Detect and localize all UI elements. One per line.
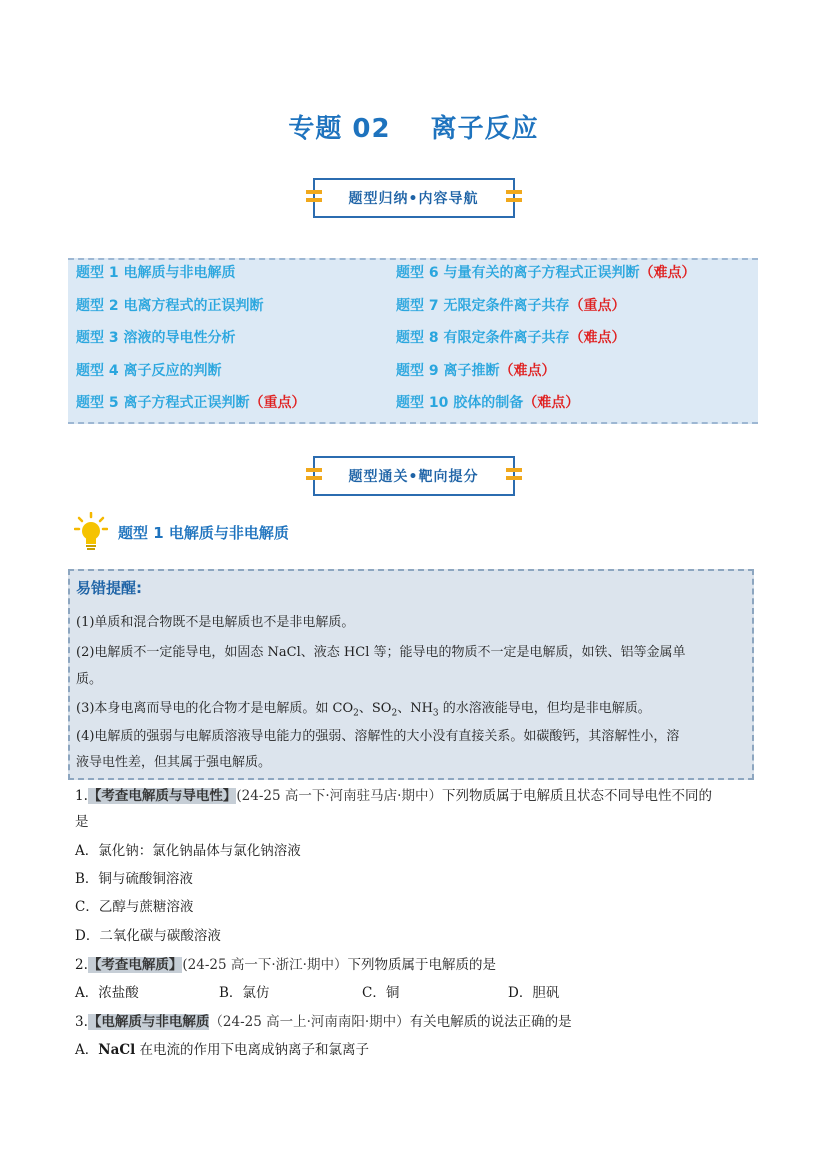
question-1-option-a[interactable]: A．氯化钠：氯化钠晶体与氯化钠溶液: [75, 843, 301, 859]
question-tag: 【考查电解质】: [87, 957, 183, 973]
section-title: 题型 1 电解质与非电解质: [118, 523, 289, 542]
banner-text: 题型归纳•内容导航: [348, 191, 479, 207]
tip-line: 液导电性差，但其属于强电解质。: [76, 755, 272, 770]
question-tag: 【电解质与非电解质: [87, 1014, 210, 1030]
question-3-option-a[interactable]: A．NaCl 在电流的作用下电离成钠离子和氯离子: [75, 1042, 370, 1058]
toc-item[interactable]: 题型 5 离子方程式正误判断（重点）: [76, 395, 306, 411]
toc-left-column: [76, 262, 306, 425]
tip-line: (4)电解质的强弱与电解质溶液导电能力的强弱、溶解性的大小没有直接关系。如碳酸钙，其溶解性小，溶: [76, 729, 680, 744]
tip-line: (2)电解质不一定能导电，如固态 NaCl、液态 HCl 等；能导电的物质不一定是电解质，如铁、铝等金属单: [76, 645, 686, 660]
toc-item[interactable]: 题型 8 有限定条件离子共存（难点）: [396, 330, 626, 346]
question-2-options: [75, 979, 755, 1007]
lightbulb-icon: [74, 512, 108, 552]
question-2-option-b[interactable]: B．氯仿: [219, 985, 270, 1001]
question-1-option-b[interactable]: B．铜与硫酸铜溶液: [75, 871, 193, 887]
tips-heading: 易错提醒:: [76, 579, 142, 597]
tip-line: (3)本身电离而导电的化合物才是电解质。如 $CO_2$、$SO_2$、$NH_3$ 的水溶液能导电，但均是非电解质。: [76, 701, 651, 719]
question-1-stem: 1.【考查电解质与导电性】(24-25 高一下·河南驻马店·期中）下列物质属于电解质且状态不同导电性不同的: [75, 788, 712, 804]
question-tag: 【考查电解质与导电性】: [87, 788, 237, 804]
toc-item[interactable]: 题型 1 电解质与非电解质: [76, 265, 236, 281]
toc-item[interactable]: 题型 7 无限定条件离子共存（重点）: [396, 297, 626, 314]
question-1-option-c[interactable]: C．乙醇与蔗糖溶液: [75, 899, 194, 915]
title-sub: 离子反应: [430, 114, 539, 144]
toc-item[interactable]: 题型 4 离子反应的判断: [76, 362, 222, 379]
question-3-stem: 3.【电解质与非电解质（24-25 高一上·河南南阳·期中）有关电解质的说法正确的是: [75, 1014, 572, 1030]
question-2-option-a[interactable]: A．浓盐酸: [75, 985, 139, 1001]
question-1-option-d[interactable]: D．二氧化碳与碳酸溶液: [75, 928, 221, 944]
toc-item[interactable]: 题型 9 离子推断（难点）: [396, 362, 556, 379]
toc-box: [68, 258, 758, 424]
banner-text: 题型通关•靶向提分: [348, 469, 479, 485]
toc-right-column: [396, 262, 696, 425]
question-1-stem-cont: 是: [75, 814, 89, 830]
section-heading: [74, 512, 289, 552]
toc-item[interactable]: 题型 2 电离方程式的正误判断: [76, 297, 264, 314]
tip-line: (1)单质和混合物既不是电解质也不是非电解质。: [76, 615, 355, 630]
tips-box: [68, 569, 754, 780]
toc-item[interactable]: 题型 10 胶体的制备（难点）: [396, 395, 580, 411]
banner-content-nav: [313, 178, 515, 218]
question-2-option-c[interactable]: C．铜: [362, 985, 400, 1001]
question-2-stem: 2.【考查电解质】(24-25 高一下·浙江·期中）下列物质属于电解质的是: [75, 957, 496, 973]
page-title: [0, 108, 827, 145]
banner-practice: [313, 456, 515, 496]
tip-line: 质。: [76, 672, 103, 687]
toc-item[interactable]: 题型 3 溶液的导电性分析: [76, 330, 236, 346]
question-2-option-d[interactable]: D．胆矾: [508, 985, 560, 1001]
toc-item[interactable]: 题型 6 与量有关的离子方程式正误判断（难点）: [396, 265, 696, 281]
title-main: 专题 02: [288, 114, 391, 144]
